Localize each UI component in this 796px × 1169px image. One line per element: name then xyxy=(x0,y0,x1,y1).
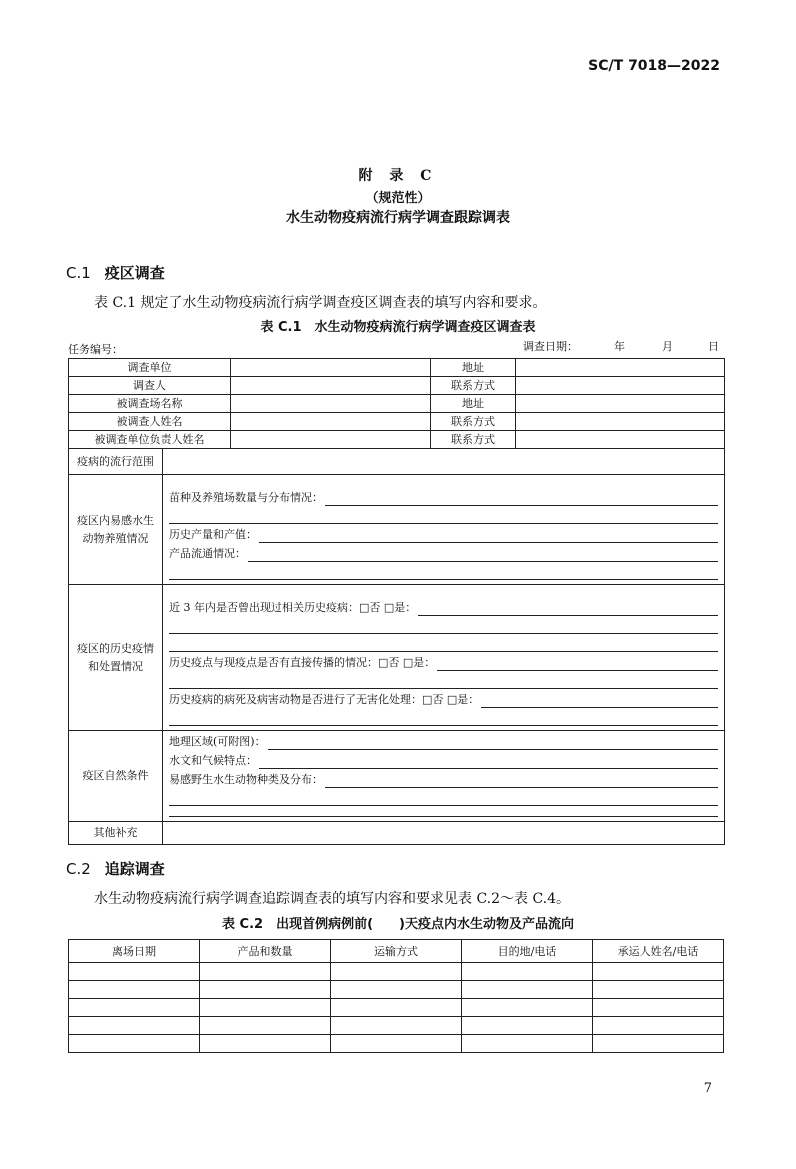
epidemic-area-survey-table xyxy=(68,358,725,845)
info-value-cell[interactable] xyxy=(231,431,431,449)
table-cell[interactable] xyxy=(593,963,724,981)
table-row xyxy=(69,963,724,981)
survey-date-day: 日 xyxy=(708,340,719,353)
column-header: 运输方式 xyxy=(331,940,462,963)
table-cell[interactable] xyxy=(331,981,462,999)
table-cell[interactable] xyxy=(200,1017,331,1035)
table-c2-caption: 表 C.2 出现首例病例前( )天疫点内水生动物及产品流向 xyxy=(222,917,574,932)
appendix-title: 附 录 C xyxy=(358,168,438,184)
fill-line xyxy=(169,652,718,671)
other-label: 其他补充 xyxy=(69,822,163,845)
info-label: 联系方式 xyxy=(431,377,516,395)
table-cell[interactable] xyxy=(200,999,331,1017)
table-cell[interactable] xyxy=(69,963,200,981)
fill-line xyxy=(169,731,718,750)
field-label: 历史产量和产值： xyxy=(169,528,257,541)
nature-label: 疫区自然条件 xyxy=(69,731,163,822)
survey-date-year: 年 xyxy=(614,340,625,353)
table-cell[interactable] xyxy=(462,981,593,999)
field-label: 历史疫点与现疫点是否有直接传播的情况：□否 □是： xyxy=(169,656,436,669)
blank-line xyxy=(169,562,718,580)
info-value-cell[interactable] xyxy=(516,359,725,377)
info-value-cell[interactable] xyxy=(516,377,725,395)
info-value-cell[interactable] xyxy=(231,395,431,413)
section-title: 追踪调查 xyxy=(104,860,165,878)
task-number-label: 任务编号： xyxy=(68,343,123,356)
survey-date-month: 月 xyxy=(662,340,673,353)
table-row xyxy=(69,585,725,731)
blank-line xyxy=(169,806,718,817)
section-c2-heading xyxy=(66,858,165,879)
table-row xyxy=(69,731,725,822)
field-label: 易感野生水生动物种类及分布： xyxy=(169,773,323,786)
scope-label: 疫病的流行范围 xyxy=(69,449,163,475)
table-row xyxy=(69,395,725,413)
table-cell[interactable] xyxy=(593,999,724,1017)
info-label: 联系方式 xyxy=(431,413,516,431)
table-row xyxy=(69,377,725,395)
info-label: 地址 xyxy=(431,359,516,377)
table-row xyxy=(69,822,725,845)
scope-value-cell[interactable] xyxy=(163,449,725,475)
document-code: SC/T 7018—2022 xyxy=(588,58,720,74)
field-label: 苗种及养殖场数量与分布情况： xyxy=(169,491,323,504)
fill-line xyxy=(169,524,718,543)
table-cell[interactable] xyxy=(69,981,200,999)
table-c1-caption: 表 C.1 水生动物疫病流行病学调查疫区调查表 xyxy=(260,320,536,335)
field-label: 水文和气候特点： xyxy=(169,754,257,767)
info-value-cell[interactable] xyxy=(231,377,431,395)
table-cell[interactable] xyxy=(331,963,462,981)
table-row xyxy=(69,431,725,449)
fill-line xyxy=(169,689,718,708)
table-row xyxy=(69,359,725,377)
history-content[interactable] xyxy=(163,585,725,731)
other-value-cell[interactable] xyxy=(163,822,725,845)
column-header: 产品和数量 xyxy=(200,940,331,963)
fill-line xyxy=(169,769,718,788)
section-title: 疫区调查 xyxy=(104,264,165,282)
table-cell[interactable] xyxy=(200,1035,331,1053)
info-label: 被调查场名称 xyxy=(69,395,231,413)
fill-line xyxy=(169,750,718,769)
field-label: 近 3 年内是否曾出现过相关历史疫病：□否 □是： xyxy=(169,601,417,614)
nature-content[interactable] xyxy=(163,731,725,822)
table-cell[interactable] xyxy=(331,1017,462,1035)
info-label: 被调查人姓名 xyxy=(69,413,231,431)
column-header: 目的地/电话 xyxy=(462,940,593,963)
table-row xyxy=(69,1035,724,1053)
blank-line xyxy=(169,788,718,806)
tracking-table xyxy=(68,939,724,1053)
table-cell[interactable] xyxy=(462,963,593,981)
farming-label: 疫区内易感水生动物养殖情况 xyxy=(69,475,163,585)
fill-line xyxy=(169,543,718,562)
info-label: 调查单位 xyxy=(69,359,231,377)
info-label: 地址 xyxy=(431,395,516,413)
table-cell[interactable] xyxy=(69,1035,200,1053)
blank-line xyxy=(169,708,718,726)
column-header: 离场日期 xyxy=(69,940,200,963)
table-cell[interactable] xyxy=(462,1017,593,1035)
info-value-cell[interactable] xyxy=(516,395,725,413)
section-number: C.1 xyxy=(66,264,91,282)
table-row xyxy=(69,449,725,475)
table-row xyxy=(69,1017,724,1035)
table-row xyxy=(69,999,724,1017)
table-cell[interactable] xyxy=(331,999,462,1017)
appendix-name: 水生动物疫病流行病学调查跟踪调表 xyxy=(286,210,510,226)
table-row xyxy=(69,475,725,585)
info-value-cell[interactable] xyxy=(231,413,431,431)
section-number: C.2 xyxy=(66,860,91,878)
fill-line xyxy=(169,597,718,616)
table-cell[interactable] xyxy=(200,963,331,981)
info-label: 联系方式 xyxy=(431,431,516,449)
survey-date-label: 调查日期： xyxy=(523,340,578,353)
table-cell[interactable] xyxy=(462,999,593,1017)
table-cell[interactable] xyxy=(200,981,331,999)
section-c2-intro: 水生动物疫病流行病学调查追踪调查表的填写内容和要求见表 C.2～表 C.4。 xyxy=(94,891,571,907)
blank-line xyxy=(169,671,718,689)
table-cell[interactable] xyxy=(69,1017,200,1035)
table-cell[interactable] xyxy=(593,1035,724,1053)
appendix-normative: （规范性） xyxy=(365,191,431,206)
history-label: 疫区的历史疫情和处置情况 xyxy=(69,585,163,731)
table-row xyxy=(69,981,724,999)
table-header-row xyxy=(69,940,724,963)
table-cell[interactable] xyxy=(69,999,200,1017)
info-value-cell[interactable] xyxy=(516,413,725,431)
info-value-cell[interactable] xyxy=(516,431,725,449)
blank-line xyxy=(169,634,718,652)
info-label: 被调查单位负责人姓名 xyxy=(69,431,231,449)
table-cell[interactable] xyxy=(462,1035,593,1053)
section-c1-intro: 表 C.1 规定了水生动物疫病流行病学调查疫区调查表的填写内容和要求。 xyxy=(94,295,547,311)
table-cell[interactable] xyxy=(593,981,724,999)
blank-line xyxy=(169,616,718,634)
field-label: 地理区域(可附图)： xyxy=(169,735,266,748)
blank-line xyxy=(169,506,718,524)
info-label: 调查人 xyxy=(69,377,231,395)
fill-line xyxy=(169,487,718,506)
table-cell[interactable] xyxy=(331,1035,462,1053)
farming-content[interactable] xyxy=(163,475,725,585)
info-value-cell[interactable] xyxy=(231,359,431,377)
table-cell[interactable] xyxy=(593,1017,724,1035)
field-label: 产品流通情况： xyxy=(169,547,246,560)
field-label: 历史疫病的病死及病害动物是否进行了无害化处理：□否 □是： xyxy=(169,693,480,706)
page-number: 7 xyxy=(703,1081,712,1096)
section-c1-heading xyxy=(66,262,165,283)
column-header: 承运人姓名/电话 xyxy=(593,940,724,963)
table-row xyxy=(69,413,725,431)
